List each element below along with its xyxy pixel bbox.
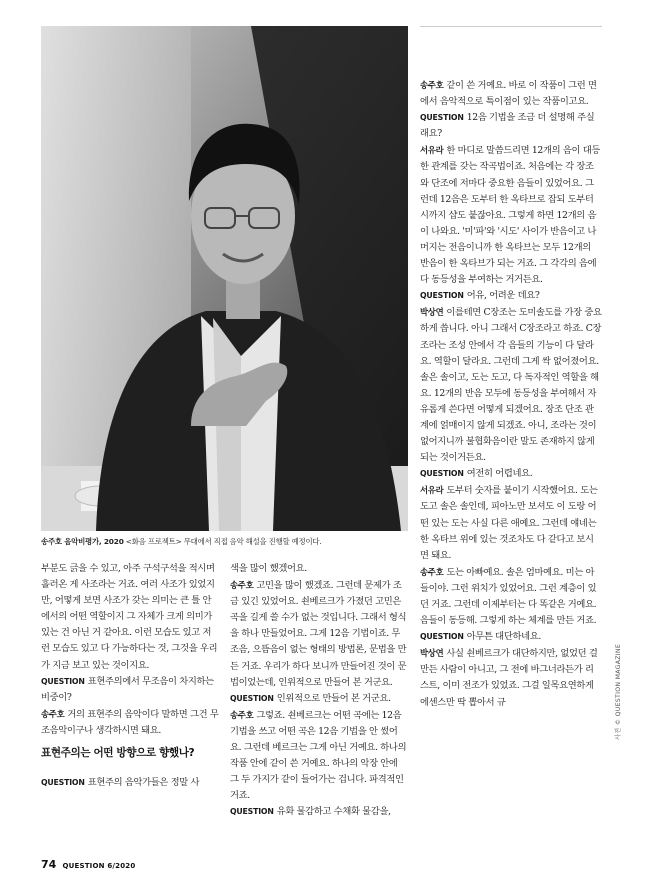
paragraph bbox=[420, 629, 602, 645]
paragraph-text: 그렇죠. 쇤베르크는 어떤 곡에는 12음 기법을 쓰고 어떤 곡은 12음 기법을 안 썼어요. 그런데 베르크는 그게 아닌 거예요. 하나의 작품 안에 같이 쓴 거예요. 하나의 악장 안에 그 두 가지가 같이 들어가는 겁니다. 파격적인 거죠. bbox=[230, 709, 407, 802]
photo-caption bbox=[41, 536, 408, 547]
speaker-label: 박상연 bbox=[420, 648, 444, 659]
paragraph bbox=[420, 142, 602, 288]
caption-lead: 송주호 음악비평가, 2020 bbox=[41, 537, 124, 546]
speaker-label: 서유라 bbox=[420, 485, 444, 496]
paragraph bbox=[41, 775, 219, 791]
paragraph bbox=[230, 561, 408, 577]
paragraph-text: 같이 쓴 거예요. 바로 이 작품이 그런 면에서 음악적으로 특이점이 있는 작품이고요. bbox=[420, 80, 597, 108]
speaker-label: QUESTION bbox=[420, 632, 464, 642]
paragraph-text: 부분도 긁을 수 있고, 아주 구석구석을 적시며 흘러온 게 사조라는 거죠. 여러 사조가 있었지만, 어떻게 보면 사조가 갖는 의미는 큰 틀 안에서의 어떤 역할이지 그 자체가 크게 의미가 있는 건 아닌 거 같아요. 이런 모습도 있고 저런 모습도 있고 다 가능하다는 것, 그것을 우리가 지금 보고 있는 것이지요. bbox=[41, 563, 218, 671]
portrait-illustration bbox=[41, 26, 408, 531]
paragraph-text: 고민을 많이 했겠죠. 그런데 문제가 조금 있긴 있었어요. 쇤베르크가 가졌던 고민은 곡을 길게 쓸 수가 없는 것입니다. 그래서 형식을 하나 만들었어요. 그게 12음 기법이죠. 무조음, 으뜸음이 없는 형태의 방법론, 문법을 만든 거죠. 우리가 하다 보니까 만들어진 것이 문법이었는데, 인위적으로 만들어 본 거군요. bbox=[230, 580, 407, 688]
left-column bbox=[41, 561, 219, 791]
speaker-label: QUESTION bbox=[41, 676, 85, 686]
speaker-label: 송주호 bbox=[420, 566, 444, 577]
paragraph-text: 어유, 어려운 데요? bbox=[466, 290, 540, 302]
paragraph-text: 사실 쇤베르크가 대단하지만, 없었던 걸 만든 사람이 아니고, 그 전에 바그너라든가 리스트, 이미 전조가 있었죠. 그걸 일목요연하게 에센스만 딱 뽑아서 규 bbox=[420, 648, 598, 708]
paragraph-text: 표현주의에서 무조음이 차지하는 비중이? bbox=[41, 675, 214, 703]
paragraph bbox=[41, 561, 219, 674]
speaker-label: QUESTION bbox=[41, 778, 85, 788]
right-column bbox=[420, 77, 602, 711]
paragraph bbox=[41, 706, 219, 739]
paragraph-text: 도부터 숫자를 붙이기 시작했어요. 도는 도고 솔은 솔인데, 피아노만 보셔도 이 도랑 어떤 있는 도는 사실 다른 애예요. 그런데 얘네는 한 옥타브 위에 있는 것조차도 다 같다고 보시면 돼요. bbox=[420, 485, 598, 561]
paragraph bbox=[420, 288, 602, 304]
paragraph-text: 아무튼 대단하네요. bbox=[466, 631, 541, 643]
speaker-label: 송주호 bbox=[230, 580, 254, 591]
paragraph bbox=[230, 577, 408, 691]
interview-photo bbox=[41, 26, 408, 531]
paragraph-text: 한 마디로 말씀드리면 12개의 음이 대등한 관계를 갖는 작곡법이죠. 처음에는 각 장조와 단조에 저마다 중요한 음들이 있었어요. 그런데 12음은 도부터 한 옥타브로 잡되 도부터 시까지 샵도 붙잖아요. 그렇게 하면 12개의 음이 나와요. '미'파'와 '시도' 사이가 반음이고 나머지는 전음이니까 한 옥타브는 모두 12개의 반음이 한 옥타브가 되는 거죠. 그 각각의 음에 다 동등성을 부여하는 거거든요. bbox=[420, 145, 600, 286]
speaker-label: QUESTION bbox=[420, 291, 464, 301]
speaker-label: 박상연 bbox=[420, 307, 444, 318]
paragraph-text: 이를테면 C장조는 도미솔도를 가장 중요하게 씁니다. 아니 그래서 C장조라고 하죠. C장조라는 조성 안에서 각 음들의 기능이 다 달라요. 역할이 달라요. 그런데 그게 싹 없어졌어요. 솔은 솔이고, 도는 도고, 다 독자적인 역할을 해요. 12개의 반음 모두에 동등성을 부여해서 자유롭게 쓴다면 어떻게 되겠어요. 장조 단조 관계에 얽매이지 않게 되겠죠. 아니, 조라는 것이 없어지니까 불협화음이란 말도 존재하지 않게 되는 것이거든요. bbox=[420, 307, 602, 464]
top-rule bbox=[420, 26, 602, 27]
paragraph bbox=[420, 482, 602, 563]
paragraph bbox=[41, 674, 219, 706]
paragraph-text: 거의 표현주의 음악이다 말하면 그건 무조음악이구나 생각하시면 돼요. bbox=[41, 708, 219, 736]
magazine-issue: QUESTION 6/2020 bbox=[62, 862, 136, 870]
caption-text: <화음 프로젝트> 무대에서 직접 음악 해설을 진행할 예정이다. bbox=[125, 537, 322, 546]
paragraph-text: 표현주의 음악가들은 정말 사 bbox=[87, 777, 200, 789]
speaker-label: QUESTION bbox=[230, 807, 274, 817]
speaker-label: QUESTION bbox=[420, 469, 464, 479]
speaker-label: QUESTION bbox=[230, 693, 274, 703]
paragraph-text: 12음 기법을 조금 더 설명해 주실래요? bbox=[420, 112, 595, 140]
paragraph bbox=[420, 110, 602, 142]
paragraph bbox=[420, 466, 602, 482]
paragraph-text: 유화 물감하고 수채화 물감을, bbox=[276, 806, 391, 818]
middle-column bbox=[230, 561, 408, 821]
paragraph-text: 도는 아빠예요. 솔은 엄마예요. 미는 아들이야. 그런 위치가 있었어요. 그런 계층이 있던 거죠. 그런데 이제부터는 다 똑같은 거예요. 음들이 동등해. 그렇게 하는 체계를 만든 거죠. bbox=[420, 566, 597, 627]
paragraph-text: 여전히 어렵네요. bbox=[466, 468, 533, 480]
paragraph-text: 색을 많이 했겠어요. bbox=[230, 563, 307, 574]
paragraph bbox=[230, 804, 408, 820]
page-number: 74 bbox=[41, 858, 57, 871]
page-folio bbox=[41, 858, 135, 871]
speaker-label: 송주호 bbox=[420, 80, 444, 90]
paragraph bbox=[420, 77, 602, 110]
paragraph-text: 인위적으로 만들어 본 거군요. bbox=[276, 692, 391, 704]
paragraph bbox=[230, 691, 408, 707]
speaker-label: QUESTION bbox=[420, 113, 464, 123]
section-heading: 표현주의는 어떤 방향으로 향했나? bbox=[41, 747, 195, 760]
speaker-label: 송주호 bbox=[230, 709, 254, 720]
paragraph bbox=[420, 304, 602, 466]
paragraph bbox=[420, 564, 602, 629]
speaker-label: 서유라 bbox=[420, 145, 444, 156]
paragraph bbox=[230, 707, 408, 805]
speaker-label: 송주호 bbox=[41, 708, 65, 719]
paragraph bbox=[420, 645, 602, 710]
photo-credit: 사진 © QUESTION MAGAZINE bbox=[615, 643, 622, 740]
